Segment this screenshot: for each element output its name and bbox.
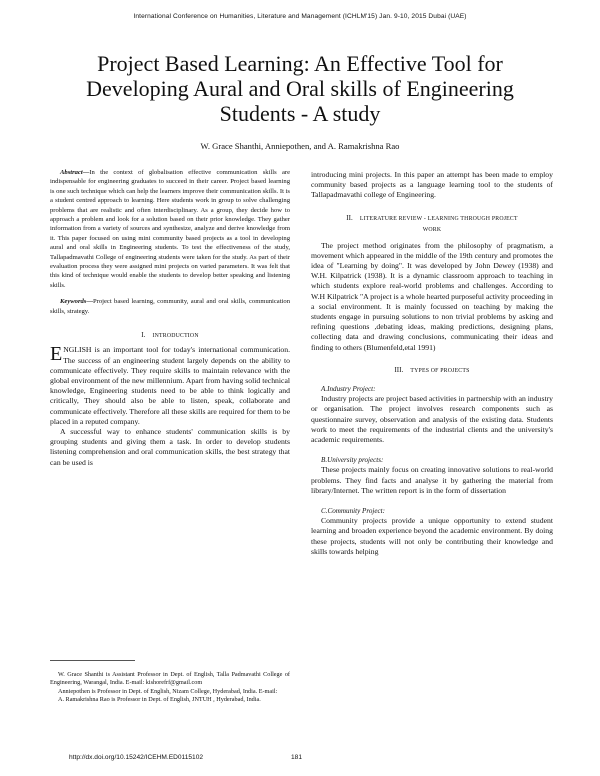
section-heading [311, 365, 553, 376]
section-title-cont: WORK [422, 226, 442, 233]
author-list: W. Grace Shanthi, Anniepothen, and A. Ramakrishna Rao [200, 141, 400, 151]
subsection-paragraph: Industry projects are project based activities in partnership with an industry or organisation. The project involves research components such as questionnaire survey, observation and analysis of the existing data. Students work to meet the requirements of the industrial clients and the university's academic requirements. [311, 394, 553, 445]
footnotes [50, 671, 290, 705]
footnote: W. Grace Shanthi is Assistant Professor in Dept. of English, Talla Padmavathi College of Engineering, Warangal, India. E-mail: kishorefrf@gmail.com [50, 671, 290, 687]
footnote-divider [50, 660, 135, 661]
subsection-heading: B.University projects: [321, 456, 384, 465]
section-number: III. [394, 365, 404, 374]
section-title: LITERATURE REVIEW - LEARNING THROUGH PROJECT [359, 215, 518, 222]
literature-paragraph: The project method originates from the philosophy of pragmatism, a movement which appeared in the middle of the 19th century and promotes the idea of "Learning by doing". It was developed by John Dewey (1938) and W.H. Kilpatrick (1938). It is a dynamic classroom approach to teaching in which students explore real-world problems and challenges. According to W.H Kilpatrick "A project is a whole hearted purposeful activity proceeding in a social environment. It is mainly focussed on teaching by making the students engage in pursuing solutions to non trivial problems by asking and refining questions ,debating ideas, making predictions, designing plans, collecting data and drawing conclusions, communicating their ideas and finding to others (Blumenfeld,etal 1991) [311, 240, 553, 352]
section-title: TYPES OF PROJECTS [410, 367, 470, 374]
abstract-dash: — [82, 169, 90, 176]
section-number: I. [141, 331, 146, 340]
left-column [50, 168, 290, 468]
keywords-dash: — [86, 298, 93, 306]
abstract-label: Abstract [60, 169, 83, 176]
title-line: Students - A study [219, 101, 381, 126]
title-line: Project Based Learning: An Effective Tool for [97, 51, 503, 76]
keywords-text: Project based learning, community, aural and oral skills, communication skills, strategy. [50, 298, 290, 315]
intro-text: NGLISH is an important tool for today's international communication. The success of an engineering student largely depends on the ability to communicate effectively. They require skills to maintain relevance with the global environment of the new millennium. Apart from having solid technical knowledge, Engineering students need to be able to think logically and critically, They should also be able to listen, speak, collaborate and communicate effectively. Therefore all these skills are required for them to be placed in a reputed company. [50, 345, 290, 426]
subsection-heading: C.Community Project: [321, 507, 385, 516]
section-number: II. [346, 213, 353, 222]
footnote: Anniepothen is Professor in Dept. of English, Nizam College, Hyderabad, India. E-mail: [58, 687, 278, 695]
keywords [50, 297, 290, 316]
keywords-label: Keywords [60, 298, 87, 306]
section-heading [311, 213, 553, 235]
right-column [311, 170, 553, 557]
abstract [50, 168, 290, 290]
subsection-paragraph: Community projects provide a unique opportunity to extend student learning and broaden experience beyond the academic environment. By doing these projects, students will not only be contributing their knowledge and skills towards helping [311, 516, 553, 556]
title-line: Developing Aural and Oral skills of Engineering [86, 76, 514, 101]
page-number: 181 [291, 754, 303, 761]
doi-link[interactable]: http://dx.doi.org/10.15242/ICEHM.ED0115102 [69, 754, 204, 761]
subsection-paragraph: These projects mainly focus on creating innovative solutions to real-world problems. They find facts and analyse it by gathering the material from library/Internet. The written report is in the form of dissertation [311, 465, 553, 495]
footnote: A. Ramakrishna Rao is Professor in Dept. of English, JNTUH , Hyderabad, India. [58, 696, 261, 704]
subsection-heading: A.Industry Project: [321, 385, 376, 394]
abstract-text: In the context of globalisation effective communication skills are indispensable for engineering graduates to succeed in their career. Project based learning is one such technique which can help the learners improve their communication skills. It is a student centred approach to learning. Here students work in group to solve challenging problems that are realistic and often interdisciplinary. As a group, they decide how to approach a problem and look for a solution based on their prior knowledge. They gather information from a variety of sources and synthesize, analyze and derive knowledge from it. This paper focused on using mini community based projects as a tool in developing aural and oral skills in Engineering students. To test the effectiveness of the study, Tallapadmavathi College of engineering students were taken for the study. As part of their evaluation process they were assigned mini projects on varied parameters. It was felt that this kind of technique would enable the students to develop better speaking and listening skills. [50, 169, 290, 289]
drop-cap: E [50, 343, 63, 366]
intro-continuation: introducing mini projects. In this paper an attempt has been made to employ community based projects as a language learning tool to the students of Tallapadmavathi college of Engineering. [311, 170, 553, 200]
intro-paragraph-2: A successful way to enhance students' communication skills is by grouping students and giving them a task. In order to develop students listening comprehension and oral communication skills, the best strategy that can be used is [50, 426, 290, 467]
intro-paragraph [50, 345, 290, 427]
paper-title [40, 51, 560, 126]
section-title: INTRODUCTION [152, 333, 199, 340]
conference-header: International Conference on Humanities, Literature and Management (ICHLM'15) Jan. 9-10, 2015 Dubai (UAE) [133, 13, 467, 20]
section-heading [50, 330, 290, 341]
